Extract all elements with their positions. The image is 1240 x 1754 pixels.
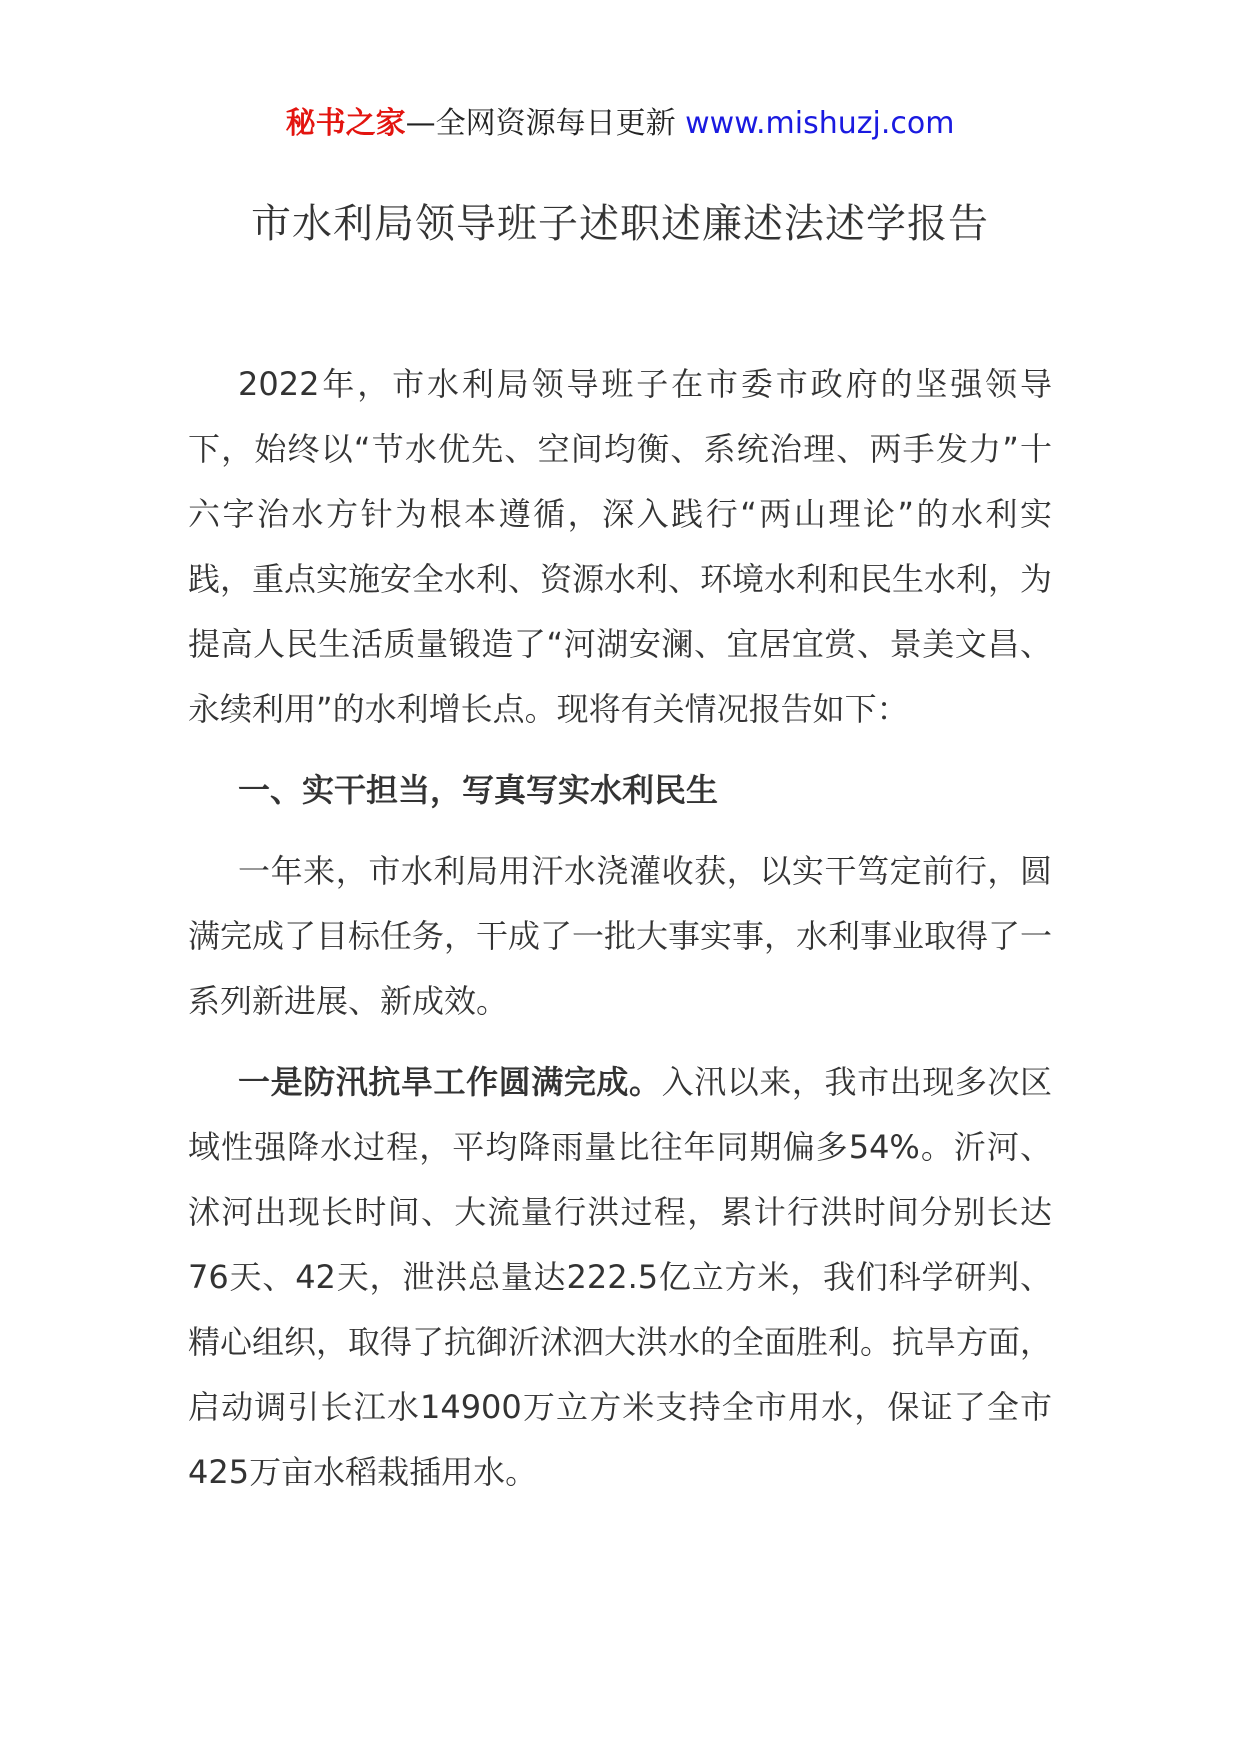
brand-name: 秘书之家: [285, 106, 406, 141]
item-lead: 一是防汛抗旱工作圆满完成。: [238, 1063, 662, 1101]
section-paragraph: 一年来，市水利局用汗水浇灌收获，以实干笃定前行，圆满完成了目标任务，干成了一批大事实事，水利事业取得了一系列新进展、新成效。: [188, 852, 1053, 1020]
document-title: 市水利局领导班子述职述廉述法述学报告: [251, 201, 989, 247]
item-paragraph: [188, 1050, 1052, 1505]
document-body: [188, 352, 1052, 1521]
site-header: [0, 100, 1240, 148]
site-url-link[interactable]: www.mishuzj.com: [685, 106, 955, 141]
section-heading: 一、实干担当，写真写实水利民生: [238, 771, 719, 809]
intro-paragraph: 2022年，市水利局领导班子在市委市政府的坚强领导下，始终以“节水优先、空间均衡、系统治理、两手发力”十六字治水方针为根本遵循，深入践行“两山理论”的水利实践，重点实施安全水利、资源水利、环境水利和民生水利，为提高人民生活质量锻造了“河湖安澜、宜居宜赏、景美文昌、永续利用”的水利增长点。现将有关情况报告如下：: [188, 365, 1053, 728]
header-tagline: —全网资源每日更新: [405, 106, 686, 141]
item-text: 入汛以来，我市出现多次区域性强降水过程，平均降雨量比往年同期偏多54%。沂河、沭河出现长时间、大流量行洪过程，累计行洪时间分别长达76天、42天，泄洪总量达222.5亿立方米，我们科学研判、精心组织，取得了抗御沂沭泗大洪水的全面胜利。抗旱方面，启动调引长江水14900万立方米支持全市用水，保证了全市425万亩水稻栽插用水。: [188, 1063, 1053, 1491]
